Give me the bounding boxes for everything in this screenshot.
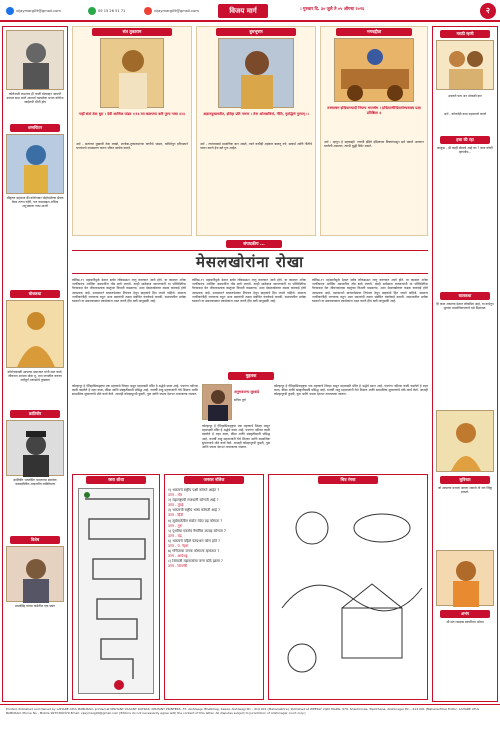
krishna-illustration	[7, 135, 65, 195]
sidebar-heading-3: बोधकथा	[10, 290, 60, 298]
header-phone	[88, 6, 125, 16]
masthead: विजय मार्ग	[218, 4, 268, 18]
sidebar-image-5	[6, 546, 64, 602]
right-heading-4: बालकथा	[440, 292, 490, 300]
buddha-illustration	[7, 301, 65, 369]
gk-line: २) महाराष्ट्राची राजधानी कोणती आहे ?	[168, 498, 219, 503]
gk-line: उत्तर - मुंबई	[168, 503, 184, 508]
section-kicker: मुद्दलक	[228, 372, 274, 380]
gk-line: उत्तर - आर्यभट्ट	[168, 554, 188, 559]
maze-goal-icon	[114, 680, 124, 690]
panel-gita-title: भगवद्गीता	[336, 28, 412, 36]
phone-icon	[88, 7, 96, 15]
right-caption-4: हि कथा आपल्या देशात लोकप्रिय आहे, या कथेतून मुलांना प्रामाणिकपणाचे धडे मिळतात.	[436, 302, 494, 311]
gk-line: ३) भारताची राष्ट्रीय भाषा कोणती आहे ?	[168, 508, 220, 513]
gk-line: ७) गणिताचा जनक कोणाला म्हणतात ?	[168, 549, 220, 554]
gk-line: ६) भारताचे पहिले पंतप्रधान कोण होते ?	[168, 538, 220, 543]
section-col-1: कोल्हापूर हे ऐतिहासिकदृष्ट्या एक महत्त्वाचे जिल्हा असून महालक्ष्मी मंदिर हे श्रद्धेचे स्थान आहे. पंचगंगा नदीच्या काठी वसलेले हे शहर कला, क्रीडा आणि संस्कृतीसाठी प्रसिद्ध आहे. राजर्षी शाहू महाराजांनी येथे शिक्षण आणि सामाजिक सुधारणांचे मोठे कार्य केले. आजही कोल्हापूरची कुस्ती, गूळ आणि चपला देशभर नावाजल्या जातात.	[72, 384, 198, 397]
gk-line: उत्तर - मोर	[168, 493, 183, 498]
bhagat-singh-illustration	[7, 421, 65, 477]
sidebar-caption-4: क्रांतिवीर भगतसिंग भारताच्या स्वातंत्र्य चळवळीतील आदरणीय व्यक्तिमत्त्व	[13, 478, 57, 487]
quiz-left-title: रस्ता शोधा	[86, 476, 146, 484]
header-email2	[144, 6, 199, 16]
gk-line: ८) शिवाजी महाराजांचा जन्म कोठे झाला ?	[168, 559, 223, 564]
feature-col-3: कोविड-१९ महामारीमुळे देशात सर्वत्र लॉकडाऊन लागू करण्यात आले होते. या काळात अनेक नागरिकांना आर्थिक अडचणींना तोंड द्यावे लागले. काही साठेबाज व्यापाऱ्यांनी या परिस्थितीचा गैरफायदा घेत जीवनावश्यक वस्तूंच्या किमती वाढवल्या. अशा मेसलखोरांवर कडक कारवाई होणे आवश्यक आहे. प्रशासनाने बाजारपेठांवर नियंत्रण ठेवून ग्राहकांचे हित जपले पाहिजे. सामान्य नागरिकांनीही जागरूक राहून अशा प्रकारांची तक्रार संबंधित यंत्रणेकडे करावी. समाजातील प्रत्येक घटकाने या संकटकाळात एकमेकांना मदत करणे हीच खरी माणुसकी आहे.	[312, 278, 428, 304]
right-image-5	[436, 410, 494, 472]
header-phone-text: 09 15 26 51 71	[98, 9, 126, 13]
gk-line: १) भारताचे राष्ट्रीय पक्षी कोणते आहेत ?	[168, 488, 220, 492]
right-image-1	[436, 40, 494, 90]
right-caption-2: अर्थ - कोणतेही काम सहजपणे करणे	[443, 112, 487, 116]
quiz-mid-title: जनरल नॉलेज	[184, 476, 244, 484]
panel-budhbhushan-title: बुधभूषण	[216, 28, 296, 36]
author-photo	[202, 384, 232, 420]
sidebar-image-3	[6, 300, 64, 368]
footer-imprint: Printed, Published and Owned by LAHARE ATUL BABURAO, printed at NISHANT VASANT DATRAK, NISHANT PRINTERS, 37, Alshiwagi, Bhatkhag, Sawal, Alshiwagi Pin - 414 001 (Maharashtra). Published at WEEKLY VIJAY MARG, 979, Shantinivas, Tophkhana, Alishinagar Pin - 414 001 (Maharashtra) Editor: LAHARE ATUL BABURAO. Phone No - Mobile 9975369379 Email: vijaymarg09@gmail.com [Editors do not necessarily agree with the content of this letter. All disputes subject to Jurisdiction of Alishinagar court only.]	[0, 704, 500, 732]
section-col-2: कोल्हापूर हे ऐतिहासिकदृष्ट्या एक महत्त्वाचे जिल्हा असून महालक्ष्मी मंदिर हे श्रद्धेचे स्थान आहे. पंचगंगा नदीच्या काठी वसलेले हे शहर कला, क्रीडा आणि संस्कृतीसाठी प्रसिद्ध आहे. राजर्षी शाहू महाराजांनी येथे शिक्षण आणि सामाजिक सुधारणांचे मोठे कार्य केले. आजही कोल्हापूरची कुस्ती, गूळ आणि चपला देशभर नावाजल्या जातात.	[202, 424, 270, 450]
panel-tukaram-quote: नाहीं संतां ठेवा धुरा । देवी आणिक पांडव ।।१॥ त्या बालपणा करी पुण्य गाधा ॥२॥	[78, 112, 186, 116]
gk-line: उत्तर - गुरू	[168, 523, 183, 528]
panel-tukaram-body: अर्थ - संतांच्या मुखाची ठेवा लाखो, ज्ञानोबा-तुकारामांच्या वाणीचे भांडार, कवितेतून हरिपाठाने भगवंताचे नामस्मरण करून जीवन सार्थक करावे.	[76, 142, 188, 151]
deity-illustration	[7, 31, 65, 91]
gk-question-list	[168, 488, 260, 696]
right-image-6	[436, 550, 494, 606]
right-caption-1: उचलले पाय अन मोकळी वाट	[448, 94, 482, 98]
dateline: । गुरुवार दि. ३० जुलै ते ०५ ऑगस्ट २०२६	[300, 6, 365, 11]
panel-gita-body: अर्थ : म्हणून हे महाबाहो! ज्याची इंद्रिये इंद्रियांच्या विषयांपासून सर्व प्रकारे आवरून धरलेली असतात, त्याची बुद्धी स्थिर असते.	[324, 140, 424, 149]
panel-gita-quote: तस्मात्त्वम इन्द्रियाण्यादौ नियम्य भरतर्षभ । इन्द्रियाणीन्द्रियार्थेभ्यस्तस्य प्रज्ञा प्रतिष्ठिता ॥	[327, 106, 421, 115]
section-col-3: कोल्हापूर हे ऐतिहासिकदृष्ट्या एक महत्त्वाचे जिल्हा असून महालक्ष्मी मंदिर हे श्रद्धेचे स्थान आहे. पंचगंगा नदीच्या काठी वसलेले हे शहर कला, क्रीडा आणि संस्कृतीसाठी प्रसिद्ध आहे. राजर्षी शाहू महाराजांनी येथे शिक्षण आणि सामाजिक सुधारणांचे मोठे कार्य केले. आजही कोल्हापूरची कुस्ती, गूळ आणि चपला देशभर नावाजल्या जातात.	[274, 384, 428, 397]
right-heading-5: सुविचार	[440, 476, 490, 484]
panel-tukaram-image	[100, 38, 164, 108]
panel-tukaram-title: संत तुकाराम	[92, 28, 172, 36]
sidebar-caption-1: कोरोनाशी लढताना ही गरजी प्रोत्साहन आमची दमदार सदा आले आश्चर्य गढवलेला मनात कोरोना जाईलची भीती होय	[6, 92, 64, 105]
shivaji-illustration	[219, 39, 295, 109]
sidebar-image-1	[6, 30, 64, 90]
right-caption-3: बाजूचा - मी काही बोलतो आहे का ? काय कोणी म्हणतोय...	[437, 146, 493, 155]
chanakya-illustration	[437, 411, 495, 473]
feature-col-1: कोविड-१९ महामारीमुळे देशात सर्वत्र लॉकडाऊन लागू करण्यात आले होते. या काळात अनेक नागरिकांना आर्थिक अडचणींना तोंड द्यावे लागले. काही साठेबाज व्यापाऱ्यांनी या परिस्थितीचा गैरफायदा घेत जीवनावश्यक वस्तूंच्या किमती वाढवल्या. अशा मेसलखोरांवर कडक कारवाई होणे आवश्यक आहे. प्रशासनाने बाजारपेठांवर नियंत्रण ठेवून ग्राहकांचे हित जपले पाहिजे. सामान्य नागरिकांनीही जागरूक राहून अशा प्रकारांची तक्रार संबंधित यंत्रणेकडे करावी. समाजातील प्रत्येक घटकाने या संकटकाळात एकमेकांना मदत करणे हीच खरी माणुसकी आहे.	[72, 278, 186, 304]
sidebar-heading-2: धम्मचिंतन	[10, 124, 60, 132]
sidebar-image-2	[6, 134, 64, 194]
proverb-illustration	[437, 41, 495, 91]
right-heading-1: मराठी म्हणी	[440, 30, 490, 38]
maze-start-icon	[84, 492, 90, 498]
panel-budhbhushan-image	[218, 38, 294, 108]
right-caption-6: श्री संत रामदास स्वामींच्या ओव्या	[446, 620, 484, 624]
gk-line: उत्तर - पं. नेहरू	[168, 544, 189, 549]
author-portrait	[203, 385, 233, 421]
header-email2-text: vijaymarg09@gmail.com	[154, 9, 199, 13]
coloring-page[interactable]	[272, 488, 424, 694]
ramdas-illustration	[437, 551, 495, 607]
feature-headline: मेसलखोरांना रोखा	[195, 253, 305, 271]
tukaram-illustration	[101, 39, 165, 109]
author-role: सचिव पुणे	[234, 398, 246, 402]
panel-gita-image	[334, 38, 414, 102]
sidebar-image-4	[6, 420, 64, 476]
gk-line: उत्तर - शिवनेरी	[168, 564, 188, 569]
maze-puzzle[interactable]	[78, 488, 154, 694]
right-heading-6: अभंग	[440, 610, 490, 618]
portrait-illustration	[7, 547, 65, 603]
gk-line: ५) पृथ्वीचा एकमेव नैसर्गिक उपग्रह कोणता ?	[168, 528, 226, 533]
gmail-icon	[144, 7, 152, 15]
coloring-drawing	[272, 488, 424, 694]
panel-budhbhushan-body: अर्थ - ज्यांच्याकडे प्रामाणिक ज्ञान असते, त्याने कधीही अहंकार बाळगू नये; सत्कर्म आणि नीतीचे पालन करणे हेच खरे गुण आहेत.	[200, 142, 312, 151]
sidebar-caption-5: उधमसिंह यांच्या कथेतील एक प्रसंग	[14, 604, 56, 608]
quiz-right-title: चित्र रंगवा	[318, 476, 378, 484]
chariot-illustration	[335, 39, 415, 103]
mail-icon	[6, 7, 14, 15]
header-email-text: vijaymarg09@gmail.com	[16, 9, 61, 13]
right-heading-3: हसा की रहा	[440, 136, 490, 144]
right-caption-5: जो आपल्या मनाला आवरू शकतो तो जग जिंकू शकतो.	[437, 486, 493, 495]
feature-col-2: कोविड-१९ महामारीमुळे देशात सर्वत्र लॉकडाऊन लागू करण्यात आले होते. या काळात अनेक नागरिकांना आर्थिक अडचणींना तोंड द्यावे लागले. काही साठेबाज व्यापाऱ्यांनी या परिस्थितीचा गैरफायदा घेत जीवनावश्यक वस्तूंच्या किमती वाढवल्या. अशा मेसलखोरांवर कडक कारवाई होणे आवश्यक आहे. प्रशासनाने बाजारपेठांवर नियंत्रण ठेवून ग्राहकांचे हित जपले पाहिजे. सामान्य नागरिकांनीही जागरूक राहून अशा प्रकारांची तक्रार संबंधित यंत्रणेकडे करावी. समाजातील प्रत्येक घटकाने या संकटकाळात एकमेकांना मदत करणे हीच खरी माणुसकी आहे.	[192, 278, 306, 304]
author-name: अनुभवजन्य सुरवाडे	[234, 390, 260, 394]
gk-line: उत्तर - चंद्र	[168, 533, 182, 538]
sidebar-caption-3: कोरोनाकाळी आपल्या समाजात यांनी सात वार्ता, जीवनात आपला मोठा तू, तथा जगातील करुणा अर्थपूर्ण माणसांचे पुरस्कार	[7, 370, 63, 383]
maze-drawing	[79, 489, 155, 695]
gk-line: ४) सूर्यमालेतील सर्वात मोठा ग्रह कोणता ?	[168, 518, 223, 523]
page-number: २	[480, 3, 496, 19]
feature-kicker: संपादकीय ...	[226, 240, 282, 248]
sidebar-heading-5: विशेष	[10, 536, 60, 544]
panel-budhbhushan-quote: अज्ञानदुःखमतीत, इतिहा प्रति गणना । तेना ओजसविनां, नीति, नृतद्धिर्भ गुण्यम् ।।	[203, 112, 309, 116]
header-email	[6, 6, 61, 16]
gk-line: उत्तर - हिंदी	[168, 513, 184, 518]
sidebar-caption-2: श्रीकृष्ण महाराज की कोरोनावर पोहोचलेल्या सेवक केला तरणा गहेरी, पण धम्माबद्दल अधिक अनुभवाला गाठा माजरे	[6, 196, 64, 209]
sidebar-heading-4: क्रांतिवीर	[10, 410, 60, 418]
